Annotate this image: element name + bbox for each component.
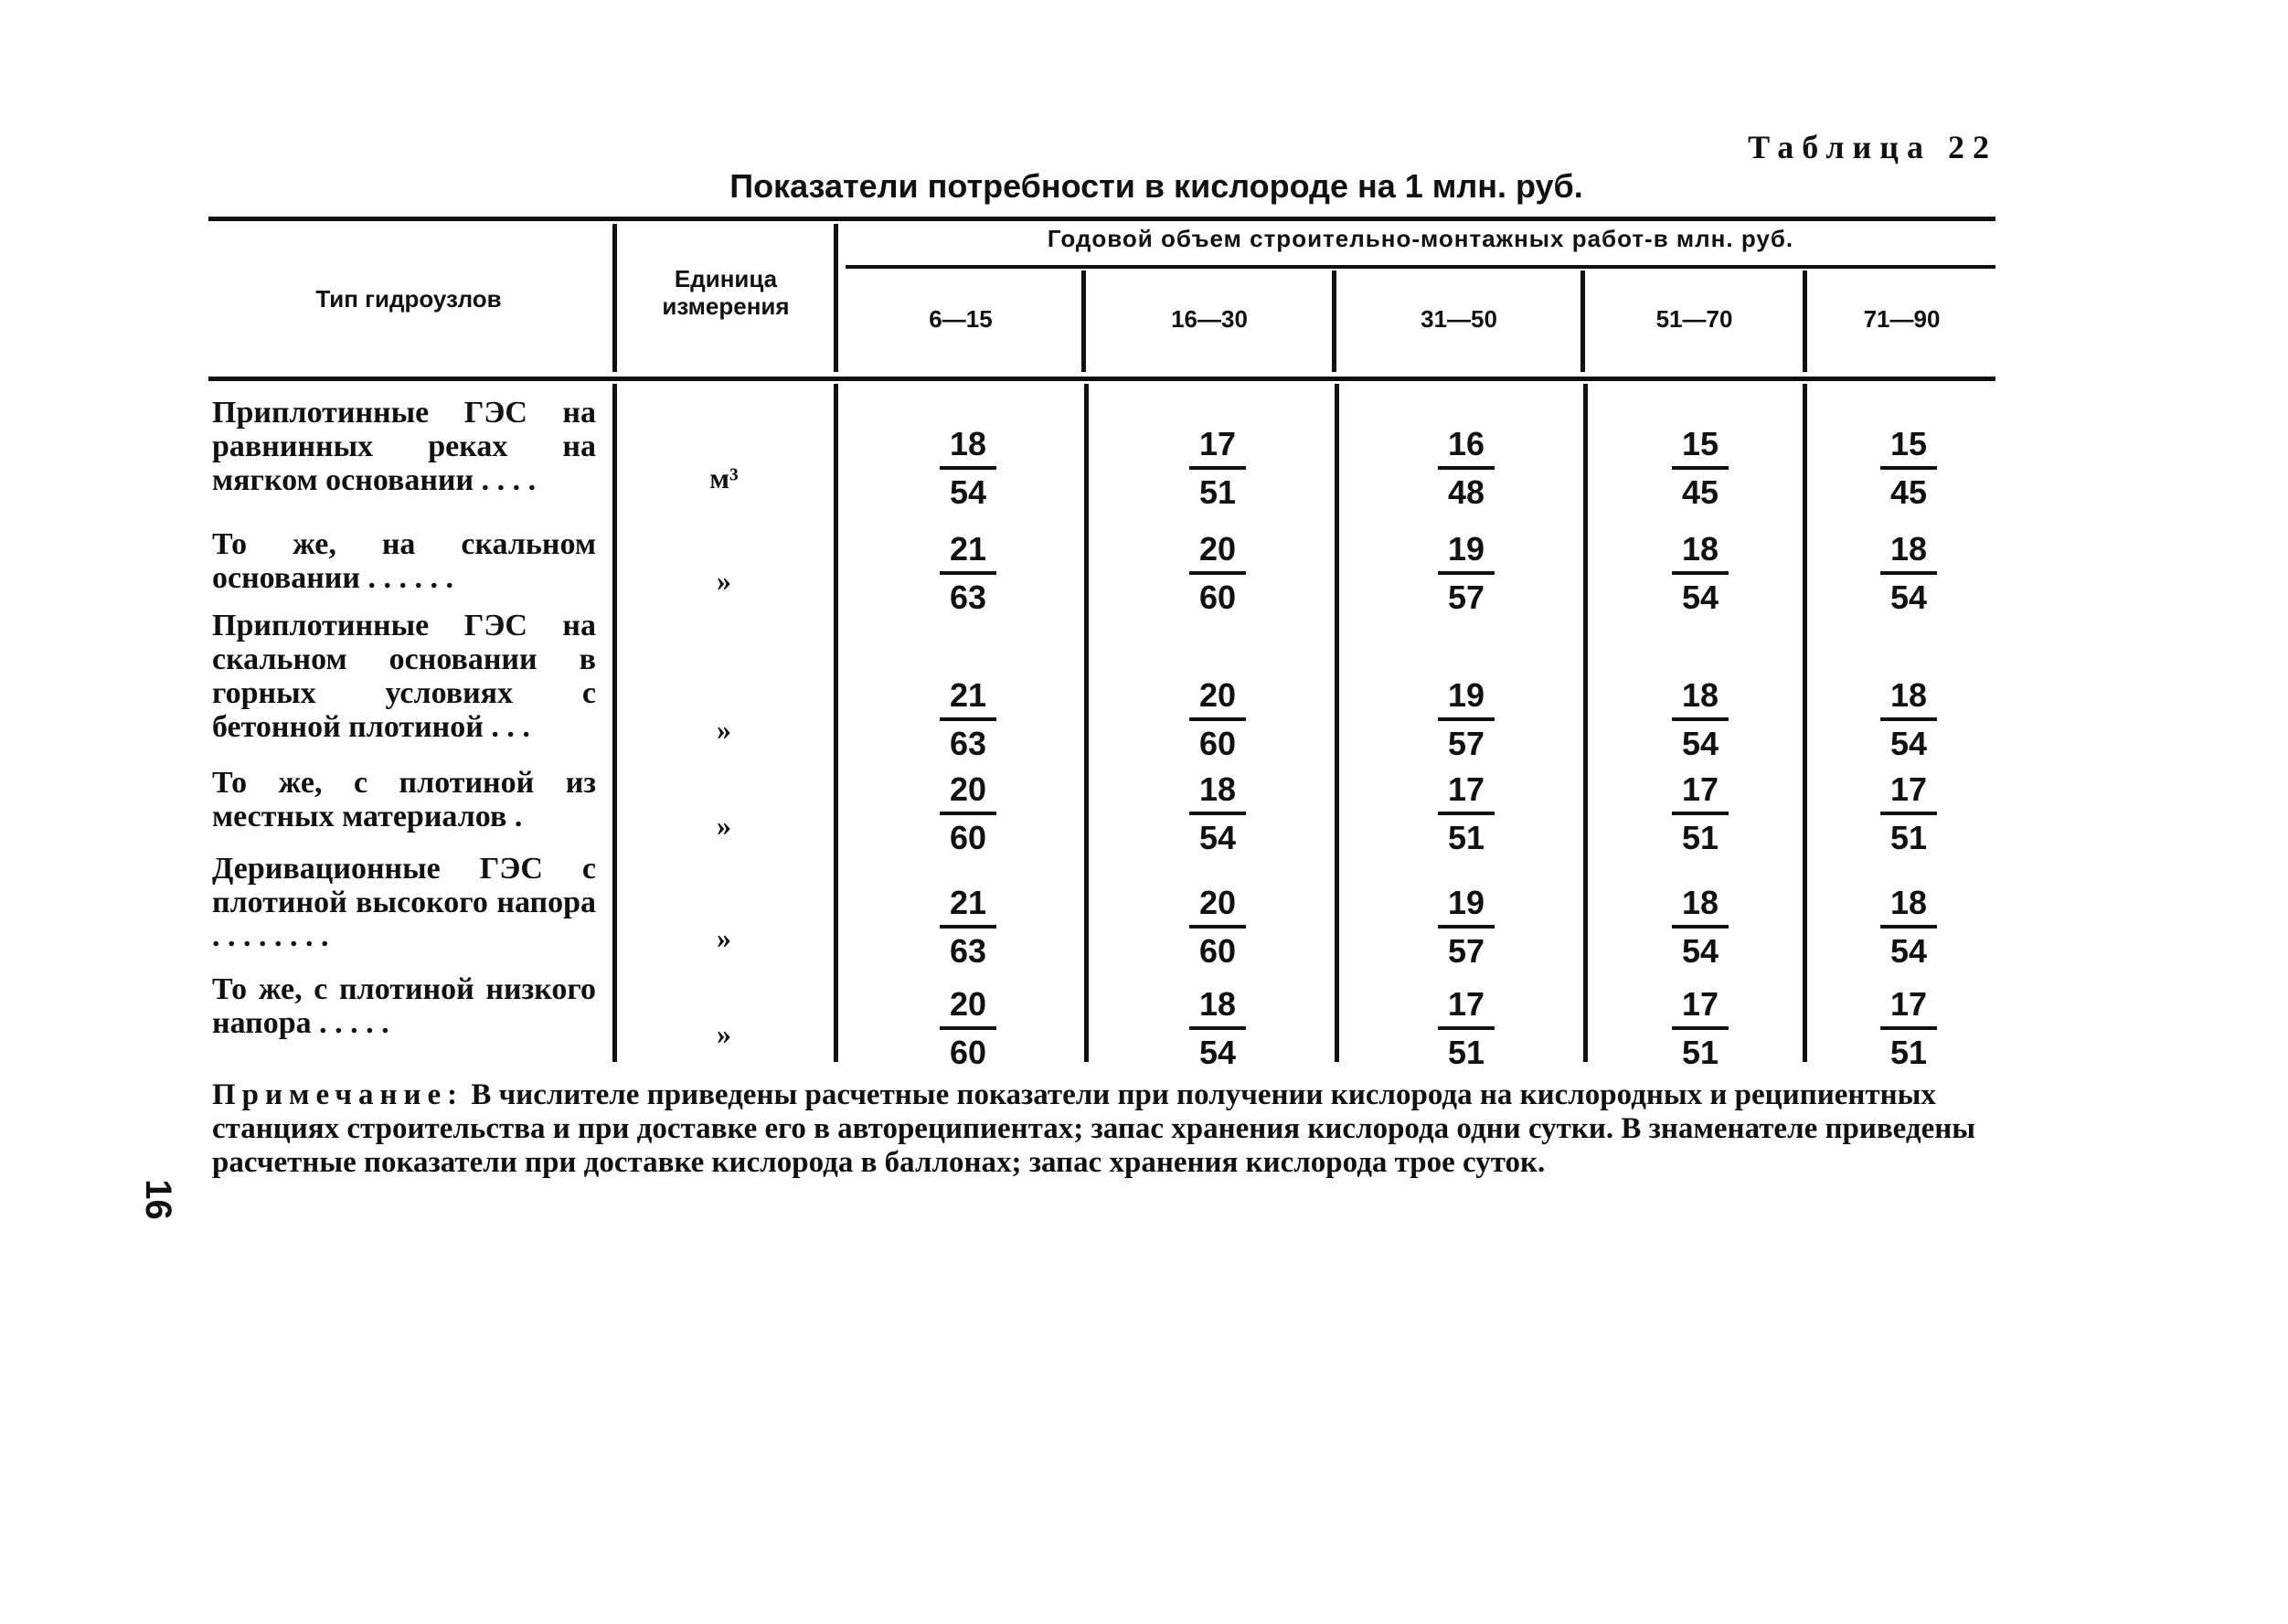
denominator: 45: [1681, 473, 1719, 511]
fraction-cell: [1425, 884, 1507, 971]
fraction-bar: [1672, 812, 1729, 815]
header-range-1: 6—15: [929, 305, 993, 333]
denominator: 63: [949, 725, 987, 762]
group-rule: [846, 265, 1995, 269]
denominator: 60: [1198, 578, 1237, 616]
fraction-cell: [1176, 676, 1259, 763]
numerator: 20: [949, 985, 987, 1023]
numerator: 16: [1447, 425, 1485, 462]
fraction-bar: [1438, 925, 1495, 929]
col-divider-unit: [834, 224, 838, 372]
table-number-label: Таблица 22: [1748, 129, 1997, 165]
denominator: 54: [1681, 725, 1719, 762]
numerator: 18: [1681, 884, 1719, 921]
note-text: В числителе приведены расчетные показатели при получении кислорода на кислородных и реципиентных станциях строительства и при доставке его в автореципиентах; запас хранения кислорода одни сутки. В знаменателе приведены расчетные показатели при доставке кислорода в баллонах; запас хранения кислорода трое суток.: [212, 1078, 1976, 1179]
fraction-bar: [1189, 717, 1246, 721]
numerator: 21: [949, 530, 987, 568]
denominator: 54: [949, 473, 987, 511]
fraction-cell: [1659, 884, 1741, 971]
fraction-cell: [1868, 425, 1950, 512]
numerator: 17: [1198, 425, 1237, 462]
numerator: 20: [1198, 676, 1237, 714]
denominator: 60: [1198, 725, 1237, 762]
fraction-cell: [1176, 985, 1259, 1072]
numerator: 17: [1447, 770, 1485, 808]
denominator: 63: [949, 578, 987, 616]
row-unit: »: [717, 1017, 731, 1050]
fraction-cell: [1425, 770, 1507, 857]
row-label: Приплотинные ГЭС на скальном основании в горных условиях с бетонной плотиной . . .: [212, 609, 596, 744]
fraction-cell: [1659, 530, 1741, 617]
numerator: 15: [1681, 425, 1719, 462]
denominator: 51: [1447, 1034, 1485, 1071]
header-range-3: 31—50: [1421, 305, 1497, 333]
numerator: 19: [1447, 676, 1485, 714]
denominator: 57: [1447, 725, 1485, 762]
header-bottom-rule: [208, 377, 1995, 381]
numerator: 18: [1681, 530, 1719, 568]
fraction-cell: [927, 425, 1009, 512]
fraction-bar: [1189, 1026, 1246, 1030]
fraction-cell: [1425, 530, 1507, 617]
fraction-bar: [1880, 466, 1937, 470]
denominator: 51: [1198, 473, 1237, 511]
numerator: 18: [1681, 676, 1719, 714]
numerator: 19: [1447, 884, 1485, 921]
fraction-bar: [1880, 717, 1937, 721]
table-note: [212, 1078, 1995, 1180]
denominator: 51: [1889, 819, 1928, 856]
fraction-cell: [1868, 676, 1950, 763]
note-lead: Примечание:: [212, 1078, 464, 1111]
col-divider-range-2: [1332, 271, 1336, 372]
denominator: 54: [1198, 819, 1237, 856]
fraction-cell: [1176, 770, 1259, 857]
fraction-bar: [1880, 571, 1937, 575]
numerator: 18: [949, 425, 987, 462]
numerator: 18: [1198, 770, 1237, 808]
row-label: То же, с плотиной низкого напора . . . . .: [212, 972, 596, 1040]
denominator: 54: [1889, 725, 1928, 762]
fraction-bar: [1672, 925, 1729, 929]
denominator: 51: [1889, 1034, 1928, 1071]
fraction-bar: [1438, 466, 1495, 470]
fraction-bar: [940, 812, 996, 815]
fraction-bar: [1672, 571, 1729, 575]
header-range-5: 71—90: [1863, 305, 1941, 333]
fraction-cell: [1659, 676, 1741, 763]
fraction-bar: [1189, 925, 1246, 929]
numerator: 19: [1447, 530, 1485, 568]
fraction-bar: [1880, 1026, 1937, 1030]
col-divider-range-3: [1580, 271, 1585, 372]
fraction-bar: [1438, 717, 1495, 721]
denominator: 48: [1447, 473, 1485, 511]
fraction-cell: [1868, 770, 1950, 857]
denominator: 51: [1681, 1034, 1719, 1071]
col-divider-range-4: [1803, 271, 1807, 372]
row-unit: »: [717, 564, 731, 597]
numerator: 17: [1681, 770, 1719, 808]
numerator: 21: [949, 676, 987, 714]
numerator: 17: [1889, 770, 1928, 808]
page-number: 16: [137, 1179, 178, 1220]
numerator: 21: [949, 884, 987, 921]
denominator: 54: [1889, 932, 1928, 970]
fraction-cell: [1659, 425, 1741, 512]
numerator: 15: [1889, 425, 1928, 462]
body-divider-range-1: [1084, 384, 1089, 1062]
row-label: Приплотинные ГЭС на равнинных реках на мягком основании . . . .: [212, 396, 596, 497]
numerator: 17: [1447, 985, 1485, 1023]
body-divider-type: [612, 384, 617, 1062]
row-unit: »: [717, 809, 731, 842]
fraction-bar: [1189, 571, 1246, 575]
fraction-bar: [1672, 1026, 1729, 1030]
fraction-bar: [1672, 466, 1729, 470]
denominator: 51: [1447, 819, 1485, 856]
denominator: 57: [1447, 932, 1485, 970]
header-type-of-hydro: Тип гидроузлов: [315, 285, 502, 313]
fraction-bar: [1880, 812, 1937, 815]
header-volume-group: Годовой объем строительно-монтажных работ-в млн. руб.: [1047, 225, 1794, 252]
numerator: 20: [1198, 884, 1237, 921]
numerator: 17: [1889, 985, 1928, 1023]
fraction-cell: [927, 770, 1009, 857]
header-unit-line1: Единица: [674, 265, 778, 292]
fraction-bar: [1189, 466, 1246, 470]
body-divider-range-4: [1803, 384, 1807, 1062]
numerator: 18: [1198, 985, 1237, 1023]
fraction-cell: [927, 530, 1009, 617]
fraction-bar: [1189, 812, 1246, 815]
header-unit: [622, 265, 830, 320]
header-unit-line2: измерения: [662, 292, 790, 320]
denominator: 60: [1198, 932, 1237, 970]
fraction-bar: [1672, 717, 1729, 721]
numerator: 18: [1889, 530, 1928, 568]
col-divider-type: [612, 224, 617, 372]
fraction-cell: [1868, 530, 1950, 617]
header-range-2: 16—30: [1171, 305, 1248, 333]
fraction-bar: [940, 717, 996, 721]
fraction-cell: [1425, 985, 1507, 1072]
fraction-cell: [1425, 425, 1507, 512]
fraction-cell: [927, 884, 1009, 971]
body-divider-range-2: [1335, 384, 1339, 1062]
fraction-cell: [1176, 884, 1259, 971]
numerator: 18: [1889, 676, 1928, 714]
col-divider-range-1: [1081, 271, 1086, 372]
fraction-cell: [927, 985, 1009, 1072]
top-rule: [208, 217, 1995, 221]
body-divider-unit: [834, 384, 838, 1062]
fraction-bar: [1438, 812, 1495, 815]
fraction-cell: [1868, 884, 1950, 971]
denominator: 60: [949, 1034, 987, 1071]
denominator: 45: [1889, 473, 1928, 511]
denominator: 54: [1681, 578, 1719, 616]
row-unit: »: [717, 713, 731, 746]
fraction-bar: [1880, 925, 1937, 929]
fraction-bar: [940, 466, 996, 470]
numerator: 20: [949, 770, 987, 808]
fraction-bar: [1438, 571, 1495, 575]
fraction-cell: [1425, 676, 1507, 763]
fraction-cell: [927, 676, 1009, 763]
denominator: 54: [1889, 578, 1928, 616]
fraction-bar: [940, 1026, 996, 1030]
denominator: 54: [1198, 1034, 1237, 1071]
row-label: То же, с плотиной из местных материалов .: [212, 766, 596, 833]
denominator: 60: [949, 819, 987, 856]
body-divider-range-3: [1583, 384, 1588, 1062]
fraction-bar: [1438, 1026, 1495, 1030]
header-range-4: 51—70: [1655, 305, 1733, 333]
denominator: 57: [1447, 578, 1485, 616]
numerator: 17: [1681, 985, 1719, 1023]
denominator: 63: [949, 932, 987, 970]
fraction-cell: [1659, 985, 1741, 1072]
fraction-bar: [940, 925, 996, 929]
denominator: 51: [1681, 819, 1719, 856]
fraction-bar: [940, 571, 996, 575]
row-unit: м³: [709, 462, 739, 494]
fraction-cell: [1868, 985, 1950, 1072]
numerator: 18: [1889, 884, 1928, 921]
fraction-cell: [1176, 530, 1259, 617]
fraction-cell: [1659, 770, 1741, 857]
row-label: То же, на скальном основании . . . . . .: [212, 527, 596, 595]
numerator: 20: [1198, 530, 1237, 568]
table-caption: Показатели потребности в кислороде на 1 млн. руб.: [729, 167, 1583, 205]
row-unit: »: [717, 921, 731, 954]
denominator: 54: [1681, 932, 1719, 970]
row-label: Деривационные ГЭС с плотиной высокого напора . . . . . . . .: [212, 852, 596, 953]
fraction-cell: [1176, 425, 1259, 512]
